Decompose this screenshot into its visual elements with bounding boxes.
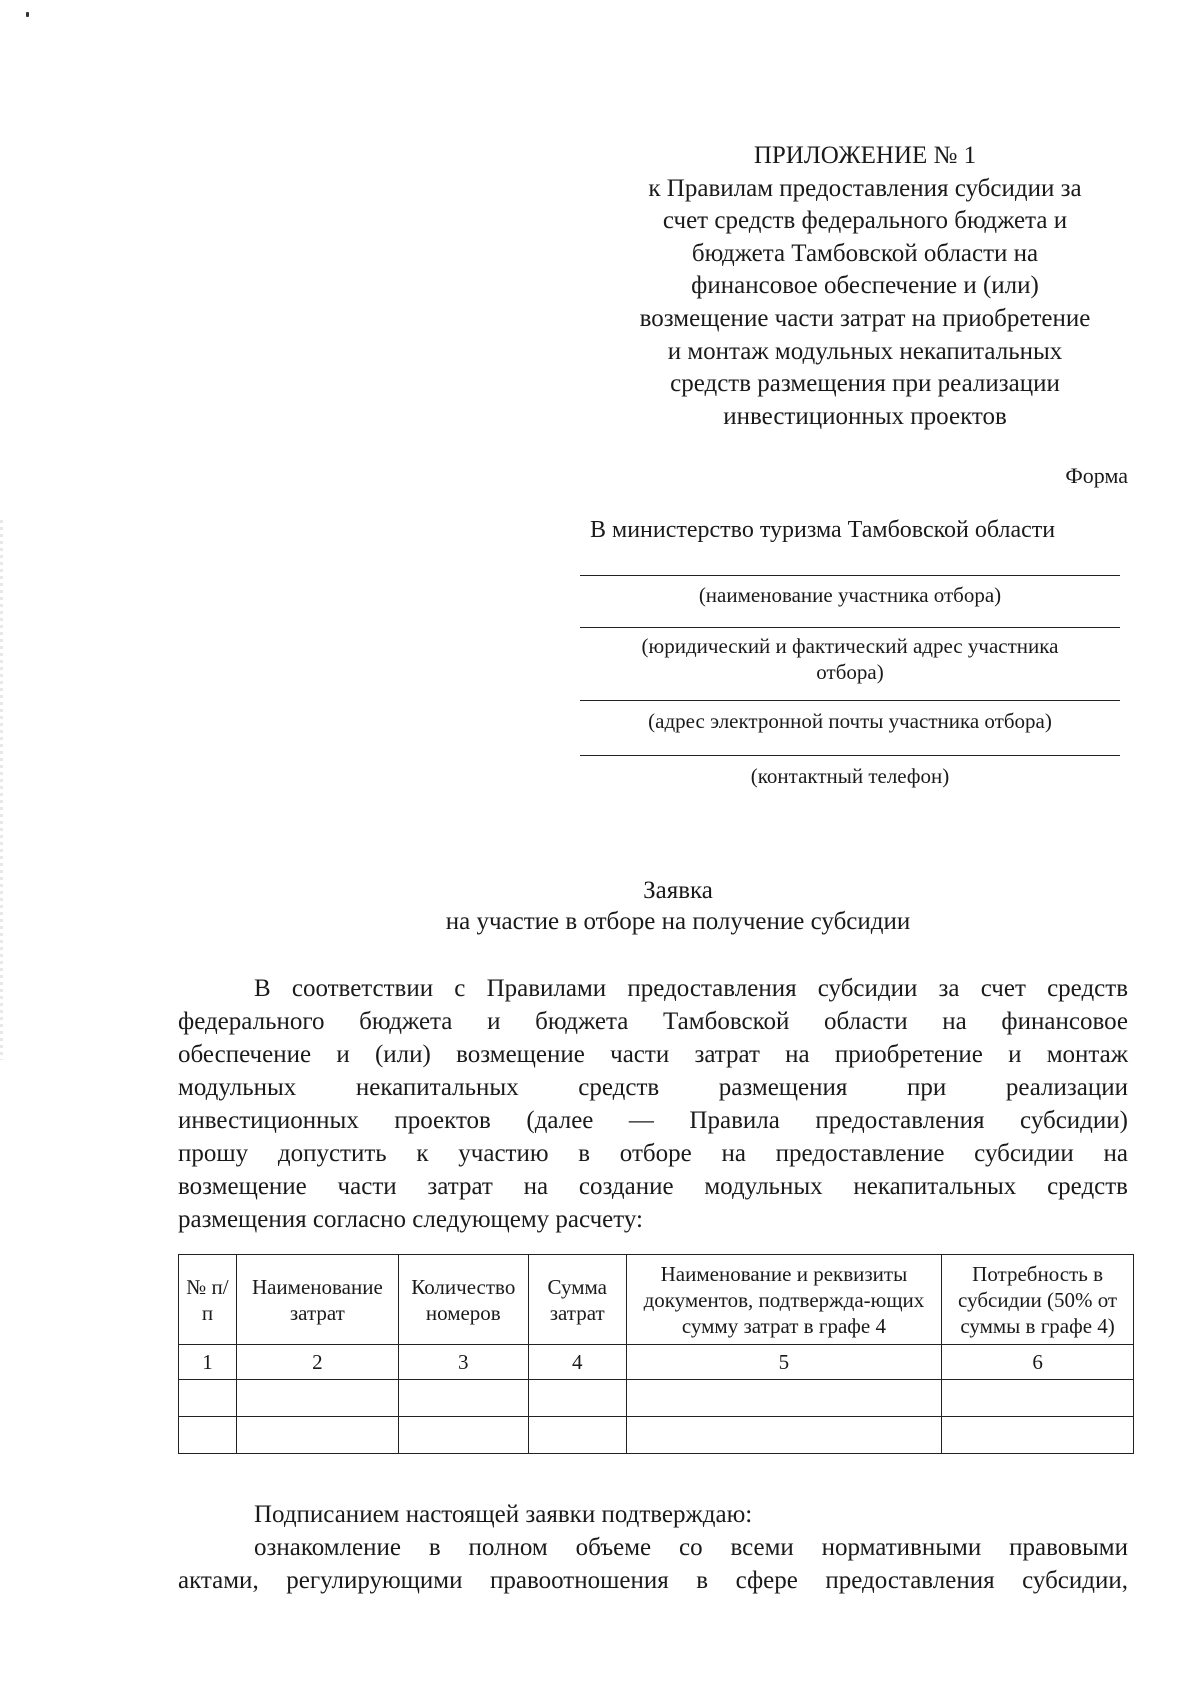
- table-cell[interactable]: [236, 1417, 398, 1454]
- table-cell[interactable]: [942, 1417, 1134, 1454]
- table-cell[interactable]: [942, 1380, 1134, 1417]
- phone-field[interactable]: [580, 755, 1120, 790]
- body-line: модульных некапитальных средств размещения при реализации: [178, 1074, 1128, 1101]
- email-field[interactable]: [580, 700, 1120, 735]
- table-cell[interactable]: [528, 1417, 626, 1454]
- appendix-title: ПРИЛОЖЕНИЕ № 1: [753, 142, 977, 169]
- application-body: [178, 972, 1128, 1236]
- field-caption: отбора): [816, 660, 884, 684]
- header-cell-cost-name: Наименование затрат: [236, 1255, 398, 1345]
- appendix-line: к Правилам предоставления субсидии за: [648, 174, 1082, 202]
- table-cell[interactable]: [398, 1417, 528, 1454]
- application-title: Заявка: [643, 877, 713, 904]
- participant-name-field[interactable]: [580, 575, 1120, 609]
- column-number: 6: [942, 1345, 1134, 1380]
- body-line: возмещение части затрат на создание модульных некапитальных средств: [178, 1173, 1128, 1200]
- underline: [580, 700, 1120, 701]
- table-cell[interactable]: [626, 1380, 941, 1417]
- calculation-table: [178, 1254, 1134, 1454]
- header-cell-rooms-count: Количество номеров: [398, 1255, 528, 1345]
- scan-speck: [26, 12, 29, 17]
- appendix-line: финансовое обеспечение и (или): [691, 272, 1039, 300]
- table-row-column-numbers: [179, 1345, 1134, 1380]
- column-number: 4: [528, 1345, 626, 1380]
- address-field[interactable]: [580, 627, 1120, 686]
- recipient-line: В министерство туризма Тамбовской области: [590, 517, 1056, 543]
- table-cell[interactable]: [398, 1380, 528, 1417]
- appendix-line: инвестиционных проектов: [723, 402, 1007, 430]
- table-cell[interactable]: [528, 1380, 626, 1417]
- body-line: обеспечение и (или) возмещение части затрат на приобретение и монтаж: [178, 1041, 1128, 1068]
- confirmation-section: [178, 1498, 1128, 1597]
- appendix-line: средств размещения при реализации: [670, 370, 1060, 398]
- field-caption: (наименование участника отбора): [698, 583, 1002, 607]
- confirmation-line: актами, регулирующими правоотношения в сфере предоставления субсидии,: [178, 1567, 1128, 1594]
- table-header-row: [179, 1255, 1134, 1345]
- body-line: прошу допустить к участию в отборе на предоставление субсидии на: [178, 1140, 1128, 1167]
- body-line: федерального бюджета и бюджета Тамбовской области на финансовое: [178, 1008, 1128, 1035]
- form-label: Форма: [1065, 463, 1128, 488]
- underline: [580, 575, 1120, 576]
- application-subtitle: на участие в отборе на получение субсидии: [445, 908, 911, 935]
- table-cell[interactable]: [179, 1417, 237, 1454]
- appendix-line: возмещение части затрат на приобретение: [639, 304, 1091, 332]
- body-line: размещения согласно следующему расчету:: [178, 1206, 643, 1233]
- field-caption: (адрес электронной почты участника отбора): [648, 709, 1052, 733]
- body-line: инвестиционных проектов (далее — Правила предоставления субсидии): [178, 1107, 1128, 1134]
- column-number: 1: [179, 1345, 237, 1380]
- header-cell-subsidy-need: Потребность в субсидии (50% от суммы в графе 4): [942, 1255, 1134, 1345]
- table-cell[interactable]: [626, 1417, 941, 1454]
- applicant-fields: [580, 575, 1120, 790]
- confirmation-heading: Подписанием настоящей заявки подтверждаю:: [254, 1501, 753, 1528]
- header-cell-number: № п/п: [179, 1255, 237, 1345]
- underline: [580, 755, 1120, 756]
- header-cell-documents: Наименование и реквизиты документов, подтвержда-ющих сумму затрат в графе 4: [626, 1255, 941, 1345]
- body-line: В соответствии с Правилами предоставления субсидии за счет средств: [254, 975, 1128, 1002]
- field-caption: (контактный телефон): [750, 764, 950, 788]
- header-cell-cost-sum: Сумма затрат: [528, 1255, 626, 1345]
- column-number: 3: [398, 1345, 528, 1380]
- underline: [580, 627, 1120, 628]
- table-cell[interactable]: [236, 1380, 398, 1417]
- field-caption: (юридический и фактический адрес участника: [641, 634, 1059, 658]
- table-row: [179, 1380, 1134, 1417]
- column-number: 2: [236, 1345, 398, 1380]
- appendix-line: и монтаж модульных некапитальных: [667, 337, 1063, 365]
- appendix-header: [600, 140, 1130, 433]
- scan-edge: [0, 520, 3, 1060]
- table-row: [179, 1417, 1134, 1454]
- appendix-line: счет средств федерального бюджета и: [662, 207, 1068, 235]
- appendix-line: бюджета Тамбовской области на: [691, 239, 1039, 267]
- table-cell[interactable]: [179, 1380, 237, 1417]
- column-number: 5: [626, 1345, 941, 1380]
- confirmation-line: ознакомление в полном объеме со всеми нормативными правовыми: [254, 1534, 1128, 1561]
